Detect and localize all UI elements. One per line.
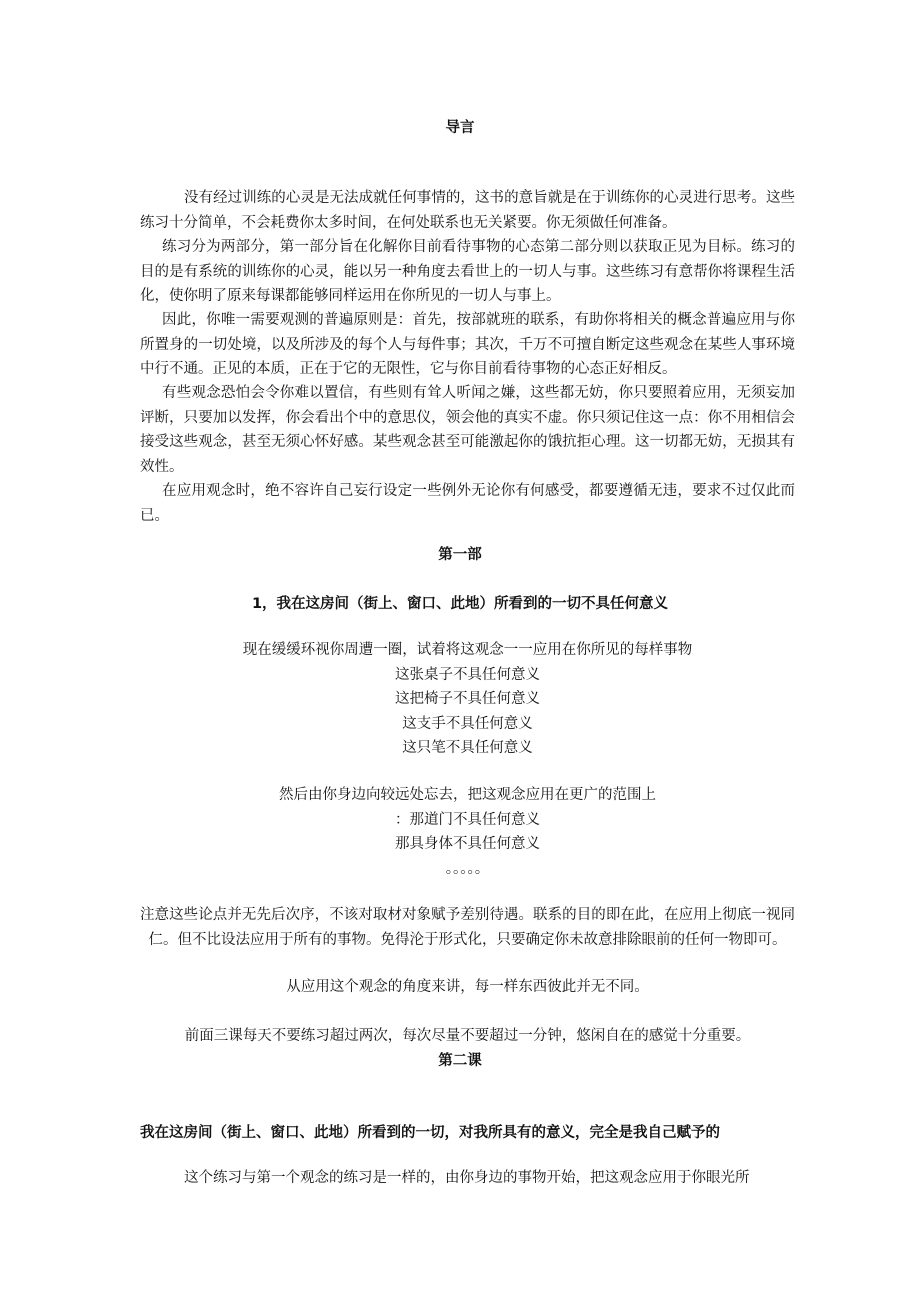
part1-title: 第一部 bbox=[438, 547, 482, 563]
intro-paragraph-2: 练习分为两部分，第一部分旨在化解你目前看待事物的心态第二部分则以获取正见为目标。练习的目的是有系统的训练你的心灵，能以另一种角度去看世上的一切人与事。这些练习有意帮你将课程生活化，使你明了原来每课都能够同样运用在你所见的一切人与事上。 bbox=[140, 239, 795, 304]
lesson1-line: 这只笔不具任何意义 bbox=[402, 740, 533, 756]
lesson1-examples-far bbox=[140, 783, 795, 881]
lesson1-line: 现在缓缓环视你周遭一圈，试着将这观念一一应用在你所见的每样事物 bbox=[242, 642, 693, 658]
intro-paragraph-3: 因此，你唯一需要观测的普遍原则是：首先，按部就班的联系，有助你将相关的概念普遍应用与你所置身的一切处境，以及所涉及的每个人与每件事；其次，千万不可擅自断定这些观念在某些人事环境中行不通。正见的本质，正在于它的无限性，它与你目前看待事物的心态正好相反。 bbox=[140, 312, 795, 377]
lesson1-line: 这张桌子不具任何意义 bbox=[395, 666, 540, 683]
lesson1-line: 这把椅子不具任何意义 bbox=[395, 691, 540, 707]
lesson2-paragraph: 这个练习与第一个观念的练习是一样的，由你身边的事物开始，把这观念应用于你眼光所 bbox=[184, 1170, 750, 1186]
lesson1-title: 1，我在这房间（街上、窗口、此地）所看到的一切不具任何意义 bbox=[251, 596, 669, 612]
lesson1-note: 注意这些论点并无先后次序，不该对取材对象赋予差别待遇。联系的目的即在此，在应用上彻底一视同仁。但不比设法应用于所有的事物。免得沦于形式化，只要确定你未故意排除眼前的任何一物即可。 bbox=[140, 907, 795, 948]
lesson1-line: 然后由你身边向较远处忘去，把这观念应用在更广的范围上 bbox=[279, 787, 656, 803]
lesson2-subtitle: 我在这房间（街上、窗口、此地）所看到的一切，对我所具有的意义，完全是我自己赋予的 bbox=[140, 1125, 720, 1141]
lesson1-line: 这支手不具任何意义 bbox=[402, 715, 533, 732]
lesson1-examples-near bbox=[140, 638, 795, 761]
lesson1-line: ：那道门不具任何意义 bbox=[395, 811, 540, 828]
practice-note: 前面三课每天不要练习超过两次，每次尽量不要超过一分钟，悠闲自在的感觉十分重要。 bbox=[184, 1028, 751, 1044]
intro-paragraph-4: 有些观念恐怕会令你难以置信，有些则有耸人听闻之嫌，这些都无妨，你只要照着应用，无须妄加评断，只要加以发挥，你会看出个中的意思仪，领会他的真实不虚。你只须记住这一点：你不用相信会接受这些观念，甚至无须心怀好感。某些观念甚至可能激起你的饿抗拒心理。这一切都无妨，无损其有效性。 bbox=[140, 385, 795, 475]
lesson2-title: 第二课 bbox=[438, 1053, 482, 1069]
lesson1-line: 那具身体不具任何意义 bbox=[395, 836, 540, 852]
intro-paragraph-5: 在应用观念时，绝不容许自己妄行设定一些例外无论你有何感受，都要遵循无违，要求不过仅此而已。 bbox=[140, 483, 795, 524]
lesson1-note-line2: 从应用这个观念的角度来讲，每一样东西彼此并无不同。 bbox=[286, 979, 649, 995]
lesson1-line: 。。。。。 bbox=[445, 860, 490, 877]
intro-paragraph-1: 没有经过训练的心灵是无法成就任何事情的，这书的意旨就是在于训练你的心灵进行思考。这些练习十分简单，不会耗费你太多时间，在何处联系也无关紧要。你无须做任何准备。 bbox=[140, 190, 795, 231]
intro-title: 导言 bbox=[445, 120, 475, 136]
